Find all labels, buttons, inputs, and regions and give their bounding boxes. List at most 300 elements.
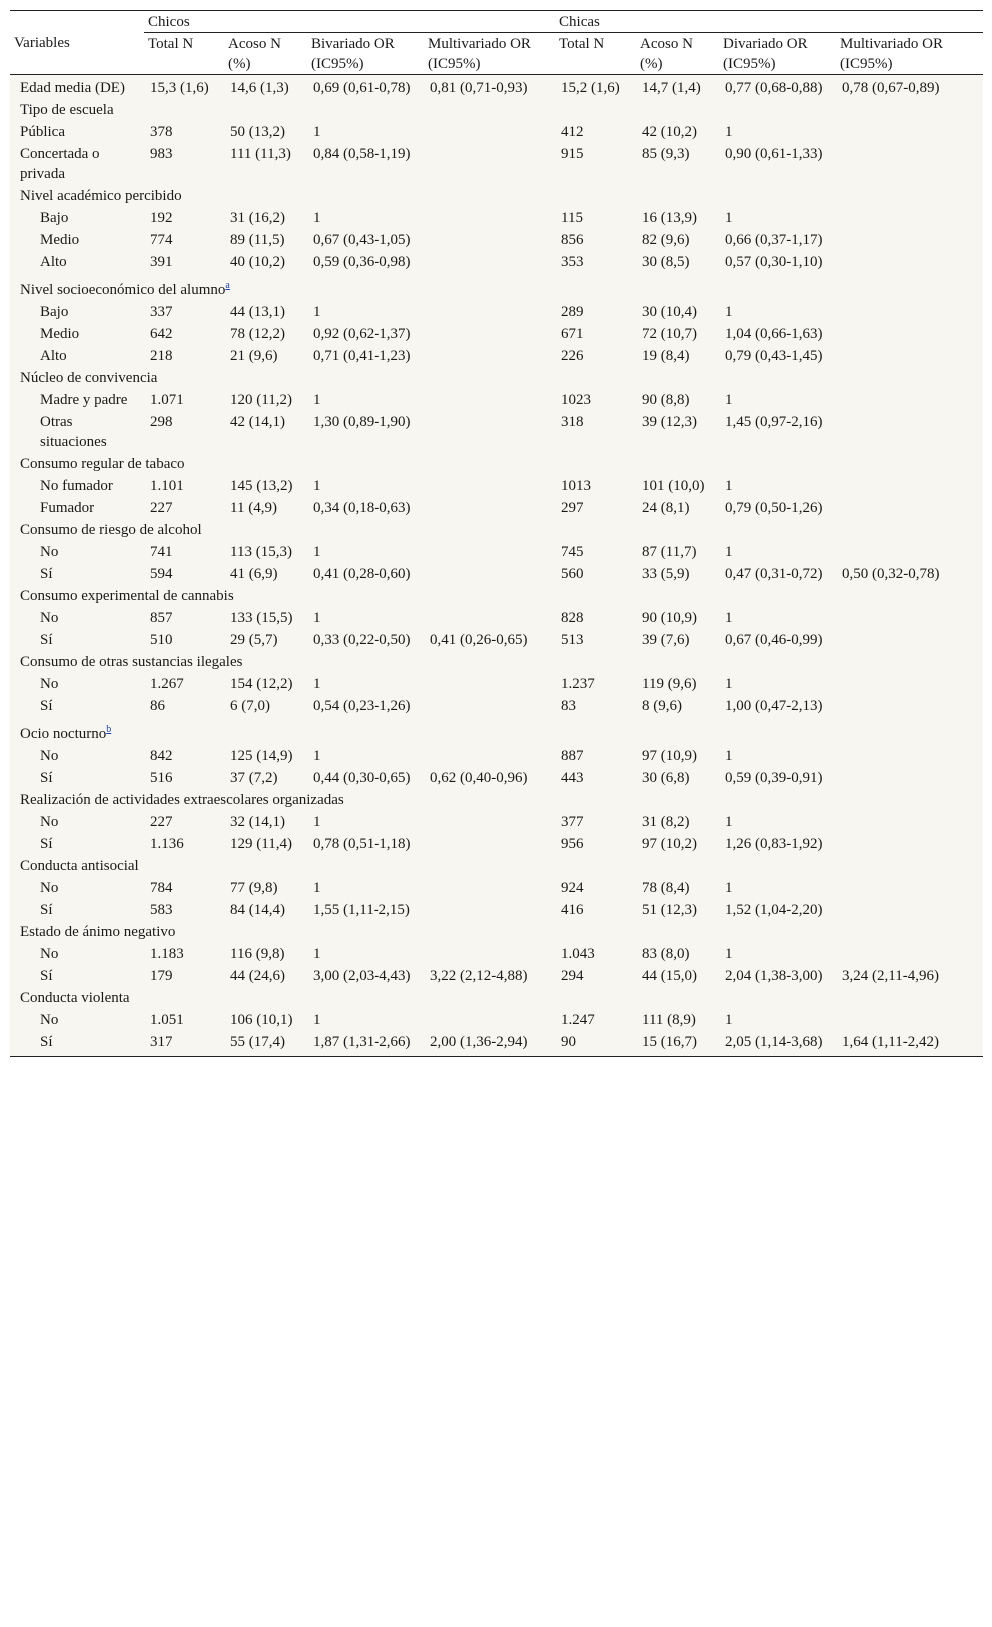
table-cell (424, 411, 555, 453)
table-cell (424, 497, 555, 519)
table-cell: 1 (719, 1009, 836, 1031)
table-cell: 14,7 (1,4) (636, 75, 719, 100)
table-cell: 741 (144, 541, 224, 563)
table-cell: 133 (15,5) (224, 607, 307, 629)
table-cell (424, 475, 555, 497)
row-label: No (10, 607, 144, 629)
row-label: Sí (10, 899, 144, 921)
table-cell (424, 607, 555, 629)
table-cell: 1 (307, 673, 424, 695)
table-cell: 226 (555, 345, 636, 367)
table-cell: 1 (719, 943, 836, 965)
section-label: Consumo de otras sustancias ilegales (20, 654, 243, 670)
col-chicas-multivariado: Multivariado OR (IC95%) (836, 33, 983, 75)
table-cell: 1,87 (1,31-2,66) (307, 1031, 424, 1057)
row-label: Bajo (10, 207, 144, 229)
table-cell: 983 (144, 143, 224, 185)
table-cell: 1,30 (0,89-1,90) (307, 411, 424, 453)
table-cell: 671 (555, 323, 636, 345)
table-cell (836, 345, 983, 367)
row-label: No (10, 1009, 144, 1031)
table-row (10, 607, 983, 629)
table-cell: 39 (12,3) (636, 411, 719, 453)
table-row (10, 1009, 983, 1031)
table-cell: 85 (9,3) (636, 143, 719, 185)
row-label: Edad media (DE) (10, 75, 144, 100)
table-cell: 1 (307, 475, 424, 497)
table-cell (836, 899, 983, 921)
section-header (10, 717, 983, 745)
table-cell: 11 (4,9) (224, 497, 307, 519)
table-cell (424, 877, 555, 899)
table-row (10, 541, 983, 563)
table-cell: 111 (8,9) (636, 1009, 719, 1031)
table-cell: 29 (5,7) (224, 629, 307, 651)
row-label: Sí (10, 1031, 144, 1057)
table-cell (836, 811, 983, 833)
table-cell: 0,44 (0,30-0,65) (307, 767, 424, 789)
table-cell: 0,77 (0,68-0,88) (719, 75, 836, 100)
table-row (10, 943, 983, 965)
table-cell: 1023 (555, 389, 636, 411)
section-label: Nivel socioeconómico del alumno (20, 282, 226, 298)
table-cell (836, 229, 983, 251)
section-header (10, 987, 983, 1009)
table-cell: 642 (144, 323, 224, 345)
row-label: Concertada o privada (10, 143, 144, 185)
row-label: No fumador (10, 475, 144, 497)
table-cell: 0,78 (0,51-1,18) (307, 833, 424, 855)
section-label: Nivel académico percibido (20, 188, 182, 204)
section-header (10, 585, 983, 607)
table-cell (424, 695, 555, 717)
table-cell: 1 (307, 943, 424, 965)
table-cell (424, 389, 555, 411)
row-label: Otras situaciones (10, 411, 144, 453)
table-cell (836, 833, 983, 855)
table-cell: 33 (5,9) (636, 563, 719, 585)
row-label: Bajo (10, 301, 144, 323)
table-cell: 115 (555, 207, 636, 229)
section-header (10, 789, 983, 811)
table-cell: 90 (555, 1031, 636, 1057)
table-row (10, 389, 983, 411)
table-cell: 111 (11,3) (224, 143, 307, 185)
table-cell: 1,26 (0,83-1,92) (719, 833, 836, 855)
table-cell: 513 (555, 629, 636, 651)
table-cell (424, 229, 555, 251)
table-cell (836, 497, 983, 519)
col-variables: Variables (10, 11, 144, 75)
table-cell: 1 (719, 811, 836, 833)
table-cell (424, 121, 555, 143)
table-cell: 1 (719, 607, 836, 629)
table-cell (836, 695, 983, 717)
table-cell: 30 (8,5) (636, 251, 719, 273)
table-cell: 16 (13,9) (636, 207, 719, 229)
section-header-row (10, 453, 983, 475)
table-row (10, 563, 983, 585)
table-cell: 179 (144, 965, 224, 987)
table-cell: 0,50 (0,32-0,78) (836, 563, 983, 585)
row-label: Sí (10, 767, 144, 789)
table-cell: 1 (719, 745, 836, 767)
table-cell: 15,2 (1,6) (555, 75, 636, 100)
table-cell: 1,45 (0,97-2,16) (719, 411, 836, 453)
footnote-link[interactable]: b (106, 724, 112, 735)
table-cell: 377 (555, 811, 636, 833)
table-cell: 31 (16,2) (224, 207, 307, 229)
table-cell: 337 (144, 301, 224, 323)
table-cell (424, 251, 555, 273)
table-cell: 0,41 (0,26-0,65) (424, 629, 555, 651)
table-cell: 0,92 (0,62-1,37) (307, 323, 424, 345)
col-chicas-divariado: Divariado OR (IC95%) (719, 33, 836, 75)
table-cell: 956 (555, 833, 636, 855)
table-cell: 0,84 (0,58-1,19) (307, 143, 424, 185)
table-cell: 887 (555, 745, 636, 767)
table-cell: 24 (8,1) (636, 497, 719, 519)
table-cell (836, 389, 983, 411)
table-cell: 1,52 (1,04-2,20) (719, 899, 836, 921)
table-cell (424, 943, 555, 965)
section-header-row (10, 921, 983, 943)
table-row (10, 301, 983, 323)
table-cell: 84 (14,4) (224, 899, 307, 921)
section-label: Realización de actividades extraescolares organizadas (20, 792, 344, 808)
table-cell: 50 (13,2) (224, 121, 307, 143)
table-row (10, 877, 983, 899)
table-cell: 412 (555, 121, 636, 143)
section-header-row (10, 585, 983, 607)
table-cell: 784 (144, 877, 224, 899)
table-cell: 3,00 (2,03-4,43) (307, 965, 424, 987)
table-cell: 318 (555, 411, 636, 453)
section-header-row (10, 367, 983, 389)
row-label: Sí (10, 965, 144, 987)
row-label: Sí (10, 695, 144, 717)
table-cell: 1 (307, 541, 424, 563)
table-cell (836, 767, 983, 789)
table-cell: 51 (12,3) (636, 899, 719, 921)
table-cell: 1.043 (555, 943, 636, 965)
table-cell: 97 (10,2) (636, 833, 719, 855)
table-cell: 0,67 (0,43-1,05) (307, 229, 424, 251)
table-cell: 1.237 (555, 673, 636, 695)
table-cell (836, 251, 983, 273)
table-cell: 857 (144, 607, 224, 629)
section-header-row (10, 855, 983, 877)
table-cell: 113 (15,3) (224, 541, 307, 563)
table-cell: 39 (7,6) (636, 629, 719, 651)
table-row (10, 345, 983, 367)
table-cell (836, 877, 983, 899)
table-cell: 828 (555, 607, 636, 629)
table-row (10, 475, 983, 497)
table-cell: 116 (9,8) (224, 943, 307, 965)
table-cell: 90 (10,9) (636, 607, 719, 629)
row-label: Sí (10, 833, 144, 855)
table-cell (836, 629, 983, 651)
table-cell: 77 (9,8) (224, 877, 307, 899)
table-cell: 15,3 (1,6) (144, 75, 224, 100)
table-cell: 416 (555, 899, 636, 921)
table-cell: 1 (719, 207, 836, 229)
row-label: No (10, 877, 144, 899)
section-header (10, 651, 983, 673)
row-label: Medio (10, 323, 144, 345)
table-cell: 19 (8,4) (636, 345, 719, 367)
table-cell: 0,59 (0,39-0,91) (719, 767, 836, 789)
table-cell: 227 (144, 497, 224, 519)
table-cell: 30 (6,8) (636, 767, 719, 789)
table-row (10, 1031, 983, 1057)
table-cell: 83 (555, 695, 636, 717)
group-chicas: Chicas (555, 11, 983, 33)
table-body (10, 75, 983, 1057)
row-label: Sí (10, 563, 144, 585)
row-label: No (10, 811, 144, 833)
table-row (10, 745, 983, 767)
table-cell: 0,57 (0,30-1,10) (719, 251, 836, 273)
table-cell: 1 (719, 301, 836, 323)
table-row (10, 229, 983, 251)
table-cell: 0,67 (0,46-0,99) (719, 629, 836, 651)
table-cell: 1 (307, 1009, 424, 1031)
table-row (10, 323, 983, 345)
table-cell: 0,90 (0,61-1,33) (719, 143, 836, 185)
section-header-row (10, 789, 983, 811)
table-row (10, 629, 983, 651)
table-cell: 2,04 (1,38-3,00) (719, 965, 836, 987)
table-cell: 842 (144, 745, 224, 767)
table-cell: 37 (7,2) (224, 767, 307, 789)
table-cell: 0,81 (0,71-0,93) (424, 75, 555, 100)
table-cell: 42 (14,1) (224, 411, 307, 453)
section-label: Ocio nocturno (20, 726, 107, 742)
table-cell: 297 (555, 497, 636, 519)
table-cell: 14,6 (1,3) (224, 75, 307, 100)
table-row (10, 121, 983, 143)
table-cell: 30 (10,4) (636, 301, 719, 323)
table-cell: 42 (10,2) (636, 121, 719, 143)
table-row (10, 673, 983, 695)
row-label: Madre y padre (10, 389, 144, 411)
section-header-row (10, 519, 983, 541)
table-cell: 78 (8,4) (636, 877, 719, 899)
row-label: No (10, 943, 144, 965)
table-cell: 83 (8,0) (636, 943, 719, 965)
table-cell: 6 (7,0) (224, 695, 307, 717)
table-row (10, 695, 983, 717)
table-cell: 125 (14,9) (224, 745, 307, 767)
table-cell: 86 (144, 695, 224, 717)
table-header (10, 11, 983, 75)
row-label: No (10, 673, 144, 695)
table-cell: 101 (10,0) (636, 475, 719, 497)
table-cell: 516 (144, 767, 224, 789)
col-chicas-total: Total N (555, 33, 636, 75)
table-cell: 1 (719, 389, 836, 411)
table-cell (836, 121, 983, 143)
table-cell: 1013 (555, 475, 636, 497)
table-cell: 1 (307, 877, 424, 899)
table-cell: 0,41 (0,28-0,60) (307, 563, 424, 585)
table-cell: 21 (9,6) (224, 345, 307, 367)
table-cell (836, 673, 983, 695)
section-header (10, 519, 983, 541)
results-table (10, 10, 983, 1057)
table-cell (424, 811, 555, 833)
table-row (10, 75, 983, 100)
table-cell: 192 (144, 207, 224, 229)
table-cell: 87 (11,7) (636, 541, 719, 563)
row-label: Medio (10, 229, 144, 251)
table-cell: 594 (144, 563, 224, 585)
section-header (10, 453, 983, 475)
table-cell: 78 (12,2) (224, 323, 307, 345)
section-header-row (10, 99, 983, 121)
table-cell: 44 (15,0) (636, 965, 719, 987)
table-cell: 1 (307, 607, 424, 629)
row-label: Fumador (10, 497, 144, 519)
table-cell: 1 (307, 811, 424, 833)
col-chicos-multivariado: Multivariado OR (IC95%) (424, 33, 555, 75)
table-cell (836, 411, 983, 453)
table-cell (424, 563, 555, 585)
section-label: Consumo de riesgo de alcohol (20, 522, 202, 538)
table-cell: 0,78 (0,67-0,89) (836, 75, 983, 100)
table-row (10, 497, 983, 519)
table-cell: 1.071 (144, 389, 224, 411)
table-cell: 0,66 (0,37-1,17) (719, 229, 836, 251)
table-cell: 1 (307, 745, 424, 767)
section-label: Consumo regular de tabaco (20, 456, 185, 472)
table-cell: 0,79 (0,50-1,26) (719, 497, 836, 519)
table-cell: 0,62 (0,40-0,96) (424, 767, 555, 789)
group-chicos: Chicos (144, 11, 555, 33)
col-chicos-acoso: Acoso N (%) (224, 33, 307, 75)
table-cell: 2,05 (1,14-3,68) (719, 1031, 836, 1057)
footnote-link[interactable]: a (225, 280, 230, 291)
table-cell: 119 (9,6) (636, 673, 719, 695)
table-cell (836, 745, 983, 767)
table-cell (424, 541, 555, 563)
table-cell: 3,22 (2,12-4,88) (424, 965, 555, 987)
table-cell: 55 (17,4) (224, 1031, 307, 1057)
table-cell: 120 (11,2) (224, 389, 307, 411)
table-cell (836, 301, 983, 323)
table-cell: 378 (144, 121, 224, 143)
table-cell (424, 745, 555, 767)
table-cell: 32 (14,1) (224, 811, 307, 833)
table-cell (836, 323, 983, 345)
table-cell: 2,00 (1,36-2,94) (424, 1031, 555, 1057)
table-cell: 1,64 (1,11-2,42) (836, 1031, 983, 1057)
table-cell: 294 (555, 965, 636, 987)
table-cell: 443 (555, 767, 636, 789)
section-header (10, 367, 983, 389)
table-cell: 774 (144, 229, 224, 251)
table-cell: 44 (13,1) (224, 301, 307, 323)
table-cell: 1.247 (555, 1009, 636, 1031)
section-header-row (10, 185, 983, 207)
table-cell: 8 (9,6) (636, 695, 719, 717)
table-cell (424, 301, 555, 323)
table-cell (836, 207, 983, 229)
section-label: Conducta antisocial (20, 858, 139, 874)
table-cell: 15 (16,7) (636, 1031, 719, 1057)
table-cell: 745 (555, 541, 636, 563)
table-cell: 510 (144, 629, 224, 651)
table-cell (836, 541, 983, 563)
table-cell: 1.101 (144, 475, 224, 497)
table-cell: 915 (555, 143, 636, 185)
table-cell: 1 (307, 389, 424, 411)
table-cell: 0,59 (0,36-0,98) (307, 251, 424, 273)
table-cell: 40 (10,2) (224, 251, 307, 273)
table-cell: 560 (555, 563, 636, 585)
section-header (10, 921, 983, 943)
col-chicos-bivariado: Bivariado OR (IC95%) (307, 33, 424, 75)
table-cell (424, 345, 555, 367)
row-label: Alto (10, 345, 144, 367)
table-cell: 89 (11,5) (224, 229, 307, 251)
row-label: Pública (10, 121, 144, 143)
table-cell: 3,24 (2,11-4,96) (836, 965, 983, 987)
table-cell (424, 673, 555, 695)
table-row (10, 767, 983, 789)
section-label: Estado de ánimo negativo (20, 924, 176, 940)
table-cell (836, 943, 983, 965)
table-cell (836, 1009, 983, 1031)
section-label: Tipo de escuela (20, 102, 114, 118)
table-cell: 31 (8,2) (636, 811, 719, 833)
table-cell (424, 899, 555, 921)
table-row (10, 411, 983, 453)
table-row (10, 811, 983, 833)
table-cell (836, 475, 983, 497)
table-cell: 353 (555, 251, 636, 273)
table-row (10, 965, 983, 987)
table-row (10, 251, 983, 273)
table-row (10, 833, 983, 855)
table-cell: 1.136 (144, 833, 224, 855)
table-cell: 0,71 (0,41-1,23) (307, 345, 424, 367)
table-cell: 154 (12,2) (224, 673, 307, 695)
table-cell: 1,04 (0,66-1,63) (719, 323, 836, 345)
table-cell: 82 (9,6) (636, 229, 719, 251)
table-cell: 1 (719, 877, 836, 899)
table-row (10, 143, 983, 185)
table-cell: 218 (144, 345, 224, 367)
table-cell: 1 (719, 541, 836, 563)
table-cell: 41 (6,9) (224, 563, 307, 585)
table-cell: 1 (719, 121, 836, 143)
table-cell: 1 (307, 301, 424, 323)
table-cell: 72 (10,7) (636, 323, 719, 345)
section-label: Consumo experimental de cannabis (20, 588, 234, 604)
table-cell: 227 (144, 811, 224, 833)
table-cell (424, 143, 555, 185)
section-header (10, 273, 983, 301)
table-cell: 317 (144, 1031, 224, 1057)
table-cell: 1.051 (144, 1009, 224, 1031)
table-cell: 0,69 (0,61-0,78) (307, 75, 424, 100)
table-cell: 1.267 (144, 673, 224, 695)
section-header-row (10, 987, 983, 1009)
table-cell: 129 (11,4) (224, 833, 307, 855)
